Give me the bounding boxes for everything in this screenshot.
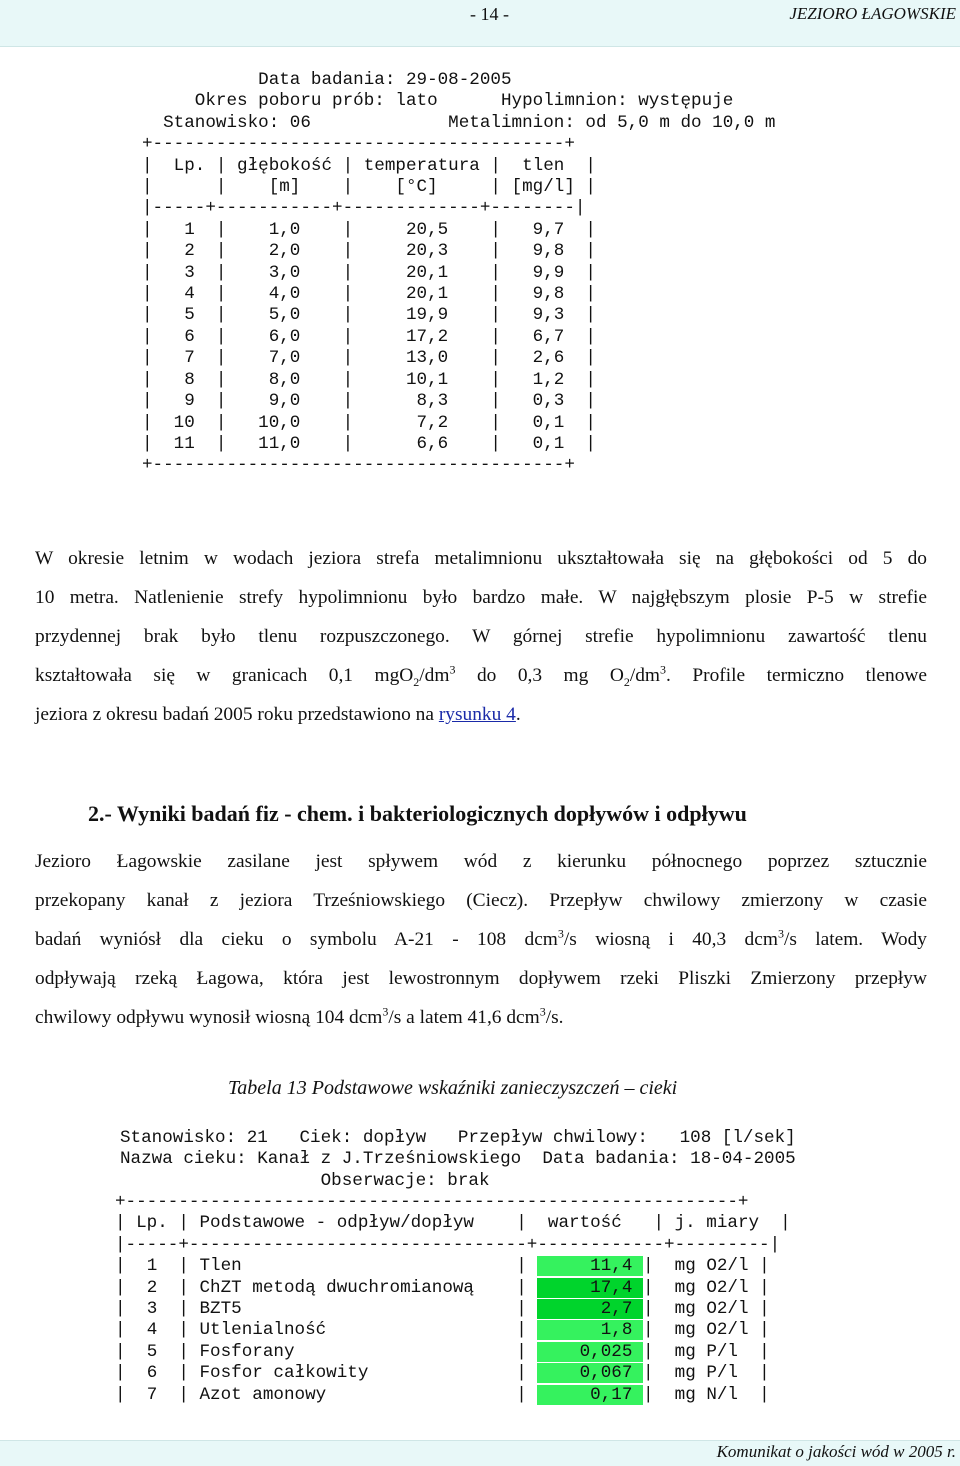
row-indicator: Tlen — [199, 1256, 517, 1277]
row-unit: mg N/l — [674, 1384, 760, 1405]
row-value: 11,4 — [537, 1256, 643, 1277]
table-header-cell: | wartość — [516, 1213, 654, 1234]
lake-table-line: | 3 | 3,0 | 20,1 | 9,9 | — [142, 262, 596, 283]
stream-metadata — [120, 1128, 796, 1192]
paragraph-metalimnion — [35, 548, 927, 743]
stream-meta-line: Stanowisko: 21 Ciek: dopływ Przepływ chwilowy: 108 [l/sek] — [120, 1128, 796, 1148]
para1-line: W okresie letnim w wodach jeziora strefa metalimnionu ukształtowała się na głębokości od 5 do — [35, 548, 927, 569]
para1-line: jeziora z okresu badań 2005 roku przedstawiono na rysunku 4. — [35, 704, 521, 725]
row-unit: mg P/l — [674, 1363, 760, 1384]
table-row: | 3 | BZT5 | 2,7 | mg O2/l | — [115, 1299, 770, 1320]
row-indicator: Azot amonowy — [199, 1384, 517, 1405]
figure-4-link[interactable]: rysunku 4 — [438, 704, 516, 725]
lake-table-line: +---------------------------------------+ — [142, 455, 575, 476]
para1-line: kształtowała się w granicach 0,1 $mgO_2/dm^3$ do 0,3 mg $O_2/dm^3$. Profile termiczno tlenowe — [35, 662, 927, 689]
para2-line: odpływają rzeką Łagowa, która jest lewostronnym dopływem rzeki Pliszki Zmierzony przepływ — [35, 968, 927, 989]
table-row: | 2 | ChZT metodą dwuchromianową | 17,4 | mg O2/l | — [115, 1277, 770, 1298]
para1-line: 10 metra. Natlenienie strefy hypolimnionu było bardzo małe. W najgłębszym plosie P-5 w strefie — [35, 587, 927, 608]
row-lp: 3 — [146, 1299, 158, 1320]
lake-profile-table — [142, 70, 775, 477]
table-row: | 4 | Utlenialność | 1,8 | mg O2/l | — [115, 1320, 770, 1341]
row-value: 1,8 — [537, 1320, 643, 1341]
lake-table-line: Stanowisko: 06 Metalimnion: od 5,0 m do 10,0 m — [142, 112, 776, 133]
page-footer — [0, 1440, 960, 1466]
lake-table-line: | 4 | 4,0 | 20,1 | 9,8 | — [142, 284, 596, 305]
row-lp: 4 — [146, 1320, 158, 1341]
lake-table-line: Data badania: 29-08-2005 — [142, 70, 512, 90]
lake-table-line: | 10 | 10,0 | 7,2 | 0,1 | — [142, 412, 596, 433]
stream-meta-line: Nazwa cieku: Kanał z J.Trześniowskiego Data badania: 18-04-2005 — [120, 1149, 796, 1170]
para2-line: badań wyniósł dla cieku o symbolu A-21 - 108 dcm$^3$/s wiosną i 40,3 dcm$^3$/s latem. Wody — [35, 926, 928, 950]
section-heading: 2.- Wyniki badań fiz - chem. i bakteriologicznych dopływów i odpływu — [88, 801, 747, 826]
table-header-cell: | Lp. | — [115, 1213, 200, 1234]
row-indicator: Fosforany — [199, 1341, 517, 1362]
row-value: 2,7 — [537, 1299, 643, 1320]
pollution-indicators-table — [115, 1192, 791, 1406]
row-indicator: Fosfor całkowity — [199, 1363, 517, 1384]
row-unit: mg O2/l — [674, 1299, 760, 1320]
row-value: 17,4 — [537, 1277, 643, 1298]
row-indicator: ChZT metodą dwuchromianową — [199, 1277, 517, 1298]
paragraph-inflow — [35, 851, 927, 1046]
lake-table-line: |-----+-----------+-------------+--------| — [142, 198, 586, 219]
row-lp: 5 — [146, 1341, 158, 1362]
table-row: | 1 | Tlen | 11,4 | mg O2/l | — [115, 1256, 770, 1277]
table-border: +----------------------------------------------------------+ — [115, 1192, 749, 1212]
para2-line: Jezioro Łagowskie zasilane jest spływem wód z kierunku północnego poprzez sztucznie — [35, 851, 927, 872]
lake-table-line: | 5 | 5,0 | 19,9 | 9,3 | — [142, 305, 596, 326]
row-value: 0,067 — [537, 1363, 643, 1384]
stream-meta-line: Obserwacje: brak — [120, 1170, 490, 1191]
table-header-cell: Podstawowe - odpływ/dopływ — [199, 1213, 517, 1234]
row-lp: 1 — [146, 1256, 158, 1277]
row-unit: mg O2/l — [674, 1320, 760, 1341]
lake-table-line: | 11 | 11,0 | 6,6 | 0,1 | — [142, 433, 596, 454]
lake-table-line: | Lp. | głębokość | temperatura | tlen | — [142, 155, 596, 176]
page-number: - 14 - — [470, 4, 509, 24]
row-value: 0,17 — [537, 1384, 643, 1405]
table-row: | 7 | Azot amonowy | 0,17 | mg N/l | — [115, 1384, 770, 1405]
para1-line: przydennej brak było tlenu rozpuszczonego. W górnej strefie hypolimnionu zawartość tlenu — [35, 626, 927, 647]
table-header-cell: | j. miary | — [653, 1213, 791, 1234]
table-row: | 6 | Fosfor całkowity | 0,067 | mg P/l | — [115, 1363, 770, 1384]
document-title: JEZIORO ŁAGOWSKIE — [789, 4, 956, 23]
lake-table-line: +---------------------------------------+ — [142, 134, 575, 155]
table-row: | 5 | Fosforany | 0,025 | mg P/l | — [115, 1341, 770, 1362]
page-header — [0, 0, 960, 47]
table-caption: Tabela 13 Podstawowe wskaźniki zanieczyszczeń – cieki — [228, 1077, 678, 1099]
lake-table-line: Okres poboru prób: lato Hypolimnion: występuje — [142, 91, 734, 112]
lake-table-line: | 2 | 2,0 | 20,3 | 9,8 | — [142, 241, 596, 262]
lake-table-line: | 6 | 6,0 | 17,2 | 6,7 | — [142, 326, 596, 347]
table-header-row — [115, 1213, 791, 1233]
lake-table-line: | | [m] | [°C] | [mg/l] | — [142, 177, 596, 198]
lake-table-line: | 7 | 7,0 | 13,0 | 2,6 | — [142, 348, 596, 369]
row-unit: mg O2/l — [674, 1277, 760, 1298]
row-lp: 2 — [146, 1277, 158, 1298]
table-separator: |-----+--------------------------------+------------+---------| — [115, 1234, 781, 1255]
row-indicator: BZT5 — [199, 1299, 517, 1320]
lake-table-line: | 8 | 8,0 | 10,1 | 1,2 | — [142, 369, 596, 390]
row-value: 0,025 — [537, 1341, 643, 1362]
para2-line: przekopany kanał z jeziora Trześniowskiego (Ciecz). Przepływ chwilowy zmierzony w czasie — [35, 890, 927, 911]
row-indicator: Utlenialność — [199, 1320, 517, 1341]
para2-line: chwilowy odpływu wynosił wiosną 104 dcm$^3$/s a latem 41,6 dcm$^3$/s. — [35, 1004, 564, 1028]
row-unit: mg O2/l — [674, 1256, 760, 1277]
footer-text: Komunikat o jakości wód w 2005 r. — [716, 1442, 956, 1461]
row-unit: mg P/l — [674, 1341, 760, 1362]
lake-table-line: | 9 | 9,0 | 8,3 | 0,3 | — [142, 391, 596, 412]
lake-table-line: | 1 | 1,0 | 20,5 | 9,7 | — [142, 219, 596, 240]
row-lp: 7 — [146, 1384, 158, 1405]
row-lp: 6 — [146, 1363, 158, 1384]
